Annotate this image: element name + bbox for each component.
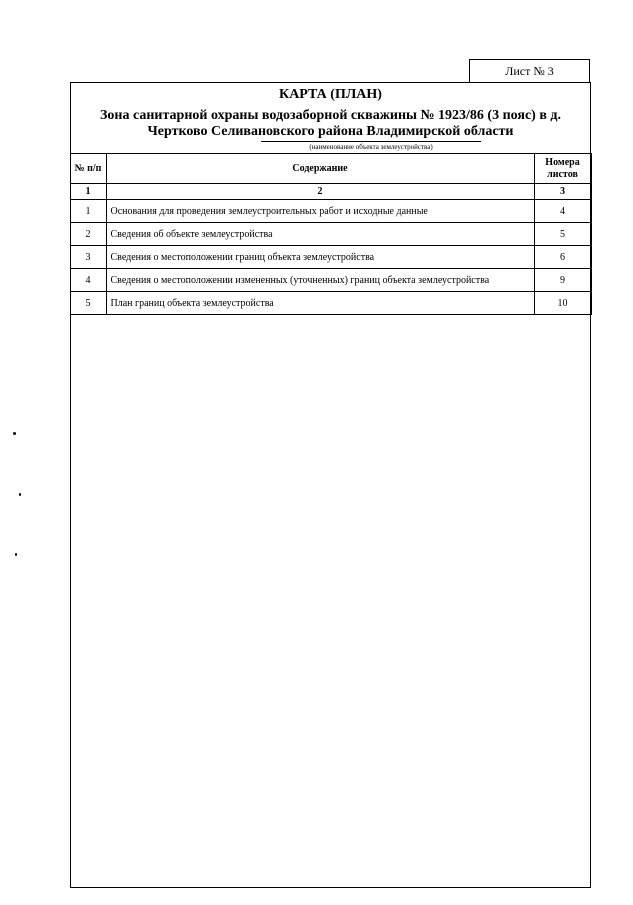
contents-table [70,153,592,315]
row-sheet: 9 [534,269,591,292]
row-number: 2 [70,223,106,246]
scan-speck [15,553,17,556]
table-row [70,246,591,269]
object-name [77,108,584,140]
row-number: 1 [70,200,106,223]
row-sheet: 4 [534,200,591,223]
document-frame [70,82,591,888]
header-sheets: Номера листов [534,154,591,184]
object-name-line-1: Зона санитарной охраны водозаборной скважины № 1923/86 (3 пояс) в д. [100,108,561,123]
row-content: Сведения об объекте землеустройства [106,223,534,246]
sheet-number-label: Лист № 3 [505,64,554,78]
row-number: 4 [70,269,106,292]
sheet-number-box [469,59,590,83]
table-row [70,200,591,223]
row-sheet: 5 [534,223,591,246]
header-num: № п/п [70,154,106,184]
row-content: Основания для проведения землеустроительных работ и исходные данные [106,200,534,223]
scan-speck [13,432,16,435]
row-sheet: 10 [534,292,591,315]
row-content: Сведения о местоположении измененных (уточненных) границ объекта землеустройства [106,269,534,292]
table-row [70,269,591,292]
table-row [70,292,591,315]
document-title: КАРТА (ПЛАН) [279,87,382,102]
row-number: 5 [70,292,106,315]
row-number: 3 [70,246,106,269]
scan-speck [19,493,21,496]
object-name-caption: (наименование объекта землеустройства) [261,141,481,151]
column-number-row [70,184,591,200]
object-name-line-2: Чертково Селивановского района Владимирской области [147,124,514,139]
column-number: 2 [106,184,534,200]
table-row [70,223,591,246]
row-content: Сведения о местоположении границ объекта землеустройства [106,246,534,269]
row-sheet: 6 [534,246,591,269]
header-content: Содержание [106,154,534,184]
column-number: 1 [70,184,106,200]
table-header-row [70,154,591,184]
row-content: План границ объекта землеустройства [106,292,534,315]
column-number: 3 [534,184,591,200]
